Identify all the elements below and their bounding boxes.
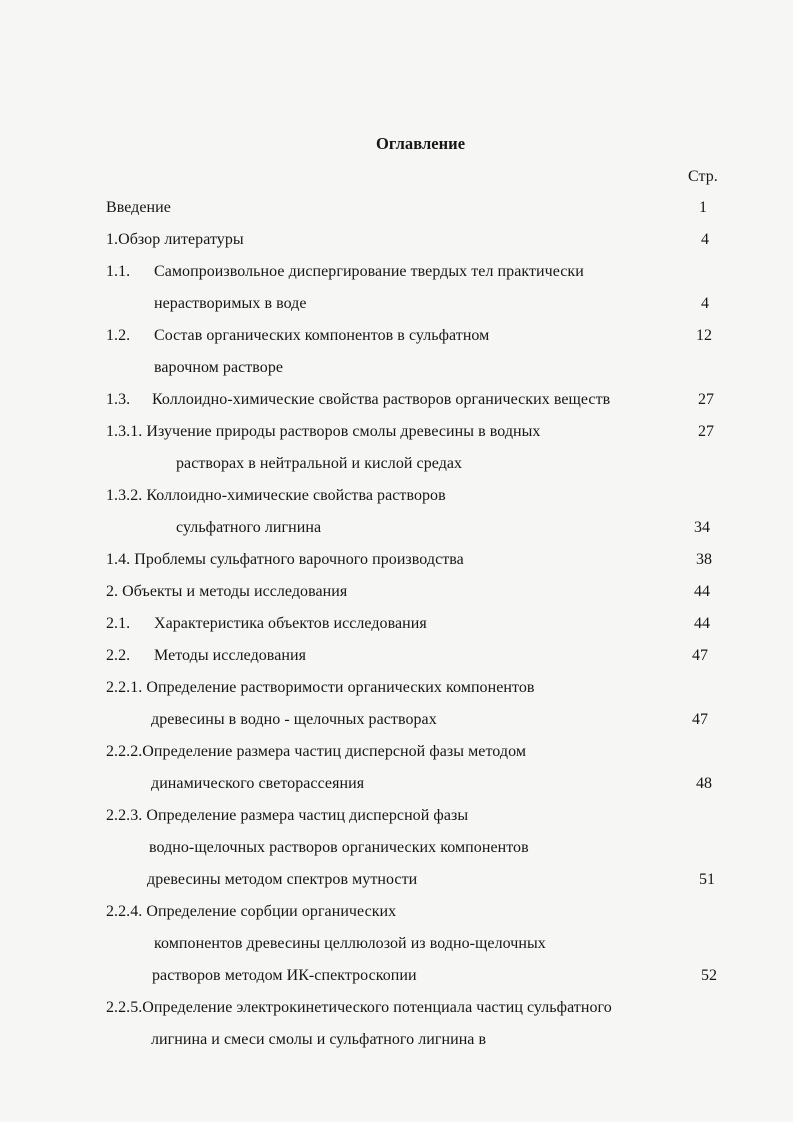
toc-entry-number: 1.2. <box>106 327 131 344</box>
toc-entry-text: Методы исследования <box>154 647 306 664</box>
toc-entry-page: 12 <box>696 327 713 344</box>
toc-entry-page: 38 <box>696 551 713 568</box>
toc-entry-text: Коллоидно-химические свойства растворов органических веществ <box>152 391 611 408</box>
toc-entry-text: динамического светорассеяния <box>151 775 365 792</box>
toc-entry-page: 52 <box>701 967 718 984</box>
toc-entry-text: 2.2.2.Определение размера частиц дисперсной фазы методом <box>106 743 526 760</box>
toc-entry-page: 47 <box>692 647 709 664</box>
toc-entry-text: растворах в нейтральной и кислой средах <box>176 455 463 472</box>
toc-entry-text: 2.2.4. Определение сорбции органических <box>106 903 397 920</box>
toc-entry-text: нерастворимых в воде <box>154 295 307 312</box>
toc-entry-text: сульфатного лигнина <box>176 519 322 536</box>
toc-entry-page: 27 <box>698 391 715 408</box>
toc-title: Оглавление <box>376 134 466 153</box>
toc-entry-number: 2.2. <box>106 647 131 664</box>
toc-entry-text: компонентов древесины целлюлозой из водно-щелочных <box>154 935 546 952</box>
toc-entry-text: лигнина и смеси смолы и сульфатного лигнина в <box>151 1031 487 1048</box>
toc-entry-page: 44 <box>694 615 711 632</box>
toc-entry-page: 47 <box>692 711 709 728</box>
toc-entry-page: 27 <box>698 423 715 440</box>
toc-entry-text: водно-щелочных растворов органических компонентов <box>149 839 529 856</box>
toc-entry-text: Состав органических компонентов в сульфатном <box>154 327 490 344</box>
toc-entry-page: 48 <box>696 775 713 792</box>
toc-entry-text: древесины в водно - щелочных растворах <box>151 711 437 728</box>
toc-entry-text: Самопроизвольное диспергирование твердых тел практически <box>154 263 584 280</box>
toc-entry-text: растворов методом ИК-спектроскопии <box>152 967 417 984</box>
toc-entry-number: 2.1. <box>106 615 131 632</box>
toc-entry-text: 1.4. Проблемы сульфатного варочного производства <box>106 551 464 568</box>
toc-entry-page: 34 <box>694 519 711 536</box>
toc-entry-page: 1 <box>699 199 708 216</box>
toc-entry-text: 2. Объекты и методы исследования <box>106 583 348 600</box>
toc-entry-page: 51 <box>699 871 716 888</box>
toc-entry-text: 1.Обзор литературы <box>106 231 244 248</box>
toc-entry-page: 4 <box>701 231 710 248</box>
toc-entry-text: 2.2.5.Определение электрокинетического потенциала частиц сульфатного <box>106 999 612 1016</box>
toc-entry-number: 1.1. <box>106 263 131 280</box>
toc-entry-text: 2.2.3. Определение размера частиц дисперсной фазы <box>106 807 469 824</box>
page-column-header: Стр. <box>688 168 718 185</box>
toc-entry-text: Введение <box>106 199 171 216</box>
toc-entry-number: 1.3. <box>106 391 131 408</box>
toc-entry-text: варочном растворе <box>154 359 284 376</box>
toc-entry-text: 2.2.1. Определение растворимости органических компонентов <box>106 679 535 696</box>
toc-entry-page: 4 <box>701 295 710 312</box>
toc-entry-page: 44 <box>694 583 711 600</box>
toc-entry-text: 1.3.1. Изучение природы растворов смолы древесины в водных <box>106 423 541 440</box>
toc-entry-text: древесины методом спектров мутности <box>147 871 418 888</box>
toc-entry-text: 1.3.2. Коллоидно-химические свойства растворов <box>106 487 446 504</box>
toc-entry-text: Характеристика объектов исследования <box>154 615 427 632</box>
